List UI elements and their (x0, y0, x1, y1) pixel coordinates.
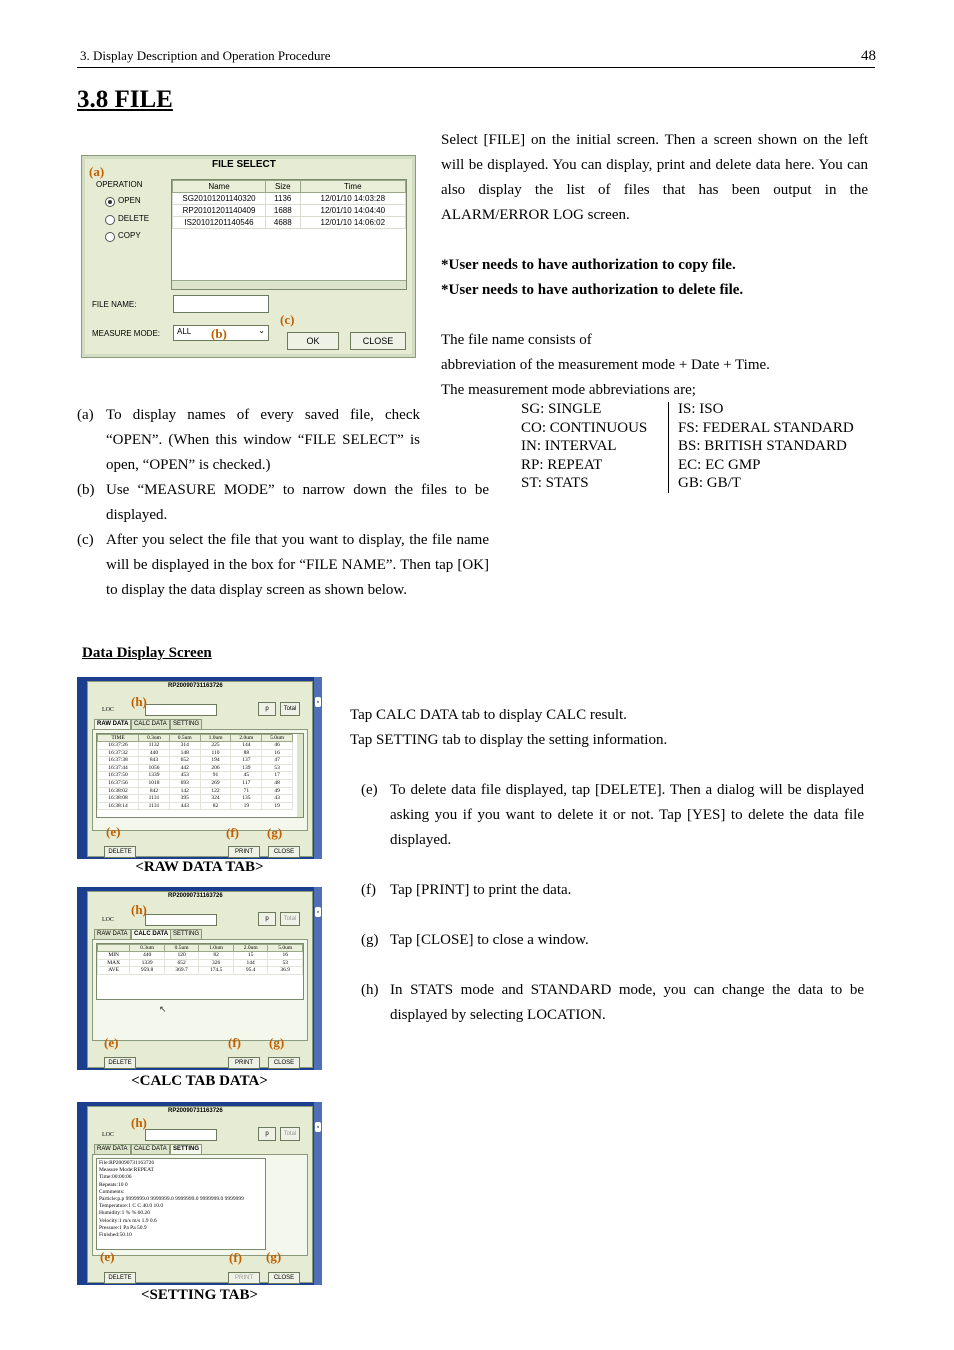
item-f-key: (f) (361, 882, 376, 898)
label-g: (g) (267, 825, 283, 840)
close-button[interactable]: CLOSE (268, 1057, 300, 1069)
horizontal-scrollbar[interactable] (172, 280, 406, 289)
total-button[interactable]: Total (280, 912, 300, 926)
close-button[interactable]: CLOSE (350, 332, 406, 350)
p-button[interactable]: p (258, 1127, 276, 1141)
col-time: Time (300, 181, 405, 193)
side-panel (314, 1102, 322, 1285)
delete-label: DELETE (118, 214, 150, 223)
running-header: 3. Display Description and Operation Procedure (80, 48, 331, 63)
print-button[interactable]: PRINT (228, 1272, 260, 1284)
operation-label: OPERATION (96, 180, 143, 189)
tab-calc-data[interactable]: CALC DATA (131, 929, 171, 940)
setting-line: Humidity:1 % % 60.20 (99, 1210, 151, 1217)
setting-line: Temperature:1 C C 40.0 10.0 (99, 1203, 164, 1210)
table-row[interactable]: 16:37:44 1056 442 206 139 53 (98, 764, 293, 772)
loc-label: LOC (102, 707, 114, 713)
table-row[interactable]: 16:37:32 440 148 110 88 16 (98, 749, 293, 757)
tab-raw-data[interactable]: RAW DATA (94, 719, 131, 730)
setting-line: File:RP20090731163726 (99, 1160, 155, 1166)
loc-select[interactable] (145, 704, 217, 716)
side-panel (314, 677, 322, 859)
header-rule (77, 67, 875, 68)
step-a-text: To display names of every saved file, check “OPEN”. (When this window “FILE SELECT” is open, “OPEN” is checked.) (106, 407, 420, 473)
calc-table[interactable]: 0.3um 0.5um 1.0um 2.0um 5.0um MIN 440 120 82 15 16 MAX 1339 652 326 144 53 AVE 959.8 369.7 174.5 95.4 36.9 (96, 943, 304, 1000)
table-row[interactable]: 16:37:38 843 652 194 137 47 (98, 757, 293, 765)
setting-line: Pressure:1 Pa Pa 50.9 (99, 1224, 147, 1231)
raw-table[interactable]: TIME 0.3um 0.5um 1.0um 2.0um 5.0um 16:37:26 1132 314 225 144 46 16:37:32 440 148 110 88 16 16:37:38 843 652 194 137 47 16:37:44 1056 442 206 139 53 16:37:50 1339 453 91 45 17 16:37:56 1018 693 269 117 48 16:38:02 842 142 122 71 49 16:38:08 1131 395 324 135 43 16:38:14 1131 443 82 19 19 (96, 733, 304, 818)
tab-raw-data[interactable]: RAW DATA (94, 929, 131, 940)
loc-label: LOC (102, 917, 114, 923)
label-h: (h) (131, 902, 147, 917)
filename-label: FILE NAME: (92, 300, 137, 309)
label-f: (f) (226, 825, 239, 840)
table-row[interactable]: 16:37:56 1018 693 269 117 48 (98, 779, 293, 787)
delete-button[interactable]: DELETE (104, 846, 136, 858)
calc-panel (92, 939, 308, 1041)
table-row[interactable]: 16:38:02 842 142 122 71 49 (98, 787, 293, 795)
table-row[interactable]: IS20101201140546 4688 12/01/10 14:06:02 (173, 217, 406, 229)
table-row[interactable]: 16:38:08 1131 395 324 135 43 (98, 795, 293, 803)
table-row[interactable]: 16:37:26 1132 314 225 144 46 (98, 742, 293, 750)
label-e: (e) (100, 1249, 115, 1264)
chevron-right-icon[interactable]: » (316, 699, 320, 705)
setting-text-box[interactable] (96, 1158, 266, 1250)
label-e: (e) (104, 1035, 119, 1050)
step-b-text: Use “MEASURE MODE” to narrow down the files to be displayed. (106, 482, 489, 523)
print-button[interactable]: PRINT (228, 1057, 260, 1069)
col-size: Size (266, 181, 301, 193)
tab-calc-data[interactable]: CALC DATA (131, 719, 170, 730)
setting-line: Time:00:00:06 (99, 1174, 132, 1181)
setting-tab-note: Tap SETTING tab to display the setting information. (350, 732, 668, 748)
tab-setting[interactable]: SETTING (170, 1144, 202, 1155)
intro-paragraph: Select [FILE] on the initial screen. Then a screen shown on the left will be displayed. You can display, print and delete data here. You can also display the list of files that has been output in the ALARM/ERROR LOG screen. (441, 132, 868, 223)
copy-radio[interactable] (105, 232, 115, 242)
file-list-table[interactable] (171, 179, 407, 290)
item-h-key: (h) (361, 982, 379, 998)
table-row[interactable]: MAX 1339 652 326 144 53 (98, 959, 303, 967)
side-panel (314, 887, 322, 1070)
setting-line: Finished:50.10 (99, 1232, 132, 1239)
table-row[interactable]: 16:37:50 1339 453 91 45 17 (98, 772, 293, 780)
label-e: (e) (106, 824, 121, 839)
abbrev-divider (668, 402, 669, 493)
screen-title: RP20090731163726 (168, 893, 223, 899)
cursor-icon: ↖ (159, 1004, 167, 1014)
delete-button[interactable]: DELETE (104, 1057, 136, 1069)
label-g: (g) (266, 1249, 282, 1264)
chevron-down-icon: ⌄ (258, 326, 265, 335)
table-row[interactable]: SG20101201140320 1136 12/01/10 14:03:28 (173, 193, 406, 205)
raw-panel (92, 729, 308, 831)
filename-input[interactable] (173, 295, 269, 313)
tab-setting[interactable]: SETTING (170, 719, 202, 730)
p-button[interactable]: p (258, 912, 276, 926)
setting-line: Velocity:1 m/s m/s 1.9 0.6 (99, 1217, 157, 1224)
data-display-heading: Data Display Screen (82, 645, 212, 661)
open-label: OPEN (118, 196, 141, 205)
screen-title: RP20090731163726 (168, 1108, 223, 1114)
setting-line: Repeats:10 0 (99, 1181, 128, 1188)
setting-line: Comments: (99, 1188, 125, 1195)
setting-line: Measure Mode:REPEAT (99, 1167, 154, 1174)
abbrev-left-column: SG: SINGLE CO: CONTINUOUS IN: INTERVAL RP: REPEAT ST: STATS (521, 401, 648, 492)
item-e-key: (e) (361, 782, 378, 798)
page-number: 48 (861, 48, 876, 64)
chevron-right-icon[interactable]: » (316, 1124, 320, 1130)
note-delete: *User needs to have authorization to delete file. (441, 282, 744, 298)
total-button[interactable]: Total (280, 1127, 300, 1141)
step-b-key: (b) (77, 482, 95, 498)
print-button[interactable]: PRINT (228, 846, 260, 858)
measure-mode-label: MEASURE MODE: (92, 329, 161, 338)
filename-desc-2: abbreviation of the measurement mode + Date + Time. (441, 357, 770, 373)
label-h: (h) (131, 694, 147, 709)
label-h: (h) (131, 1115, 147, 1130)
calc-tab-note: Tap CALC DATA tab to display CALC result. (350, 707, 627, 723)
setting-line: Particle:p.p 9999999.0 9999999.0 9999999.0 9999999.0 9999999 (99, 1196, 244, 1203)
item-g-key: (g) (361, 932, 379, 948)
tab-setting[interactable]: SETTING (170, 929, 202, 940)
step-c-key: (c) (77, 532, 94, 548)
table-row[interactable]: MIN 440 120 82 15 16 (98, 952, 303, 960)
p-button[interactable]: p (258, 702, 276, 716)
tab-raw-data[interactable]: RAW DATA (94, 1144, 131, 1155)
loc-label: LOC (102, 1132, 114, 1138)
label-f: (f) (228, 1035, 241, 1050)
table-row[interactable]: AVE 959.8 369.7 174.5 95.4 36.9 (98, 967, 303, 975)
filename-desc-1: The file name consists of (441, 332, 592, 348)
copy-label: COPY (118, 231, 141, 240)
label-f: (f) (229, 1250, 242, 1265)
abbrev-intro: The measurement mode abbreviations are; (441, 382, 696, 398)
setting-panel (92, 1154, 308, 1256)
label-b: (b) (211, 326, 227, 341)
caption-raw: <RAW DATA TAB> (135, 859, 264, 875)
ok-button[interactable]: OK (287, 332, 339, 350)
table-row[interactable]: RP20101201140409 1688 12/01/10 14:04:40 (173, 205, 406, 217)
file-select-title: FILE SELECT (212, 159, 276, 170)
screen-title: RP20090731163726 (168, 683, 223, 689)
open-radio[interactable] (105, 197, 115, 207)
delete-button[interactable]: DELETE (104, 1272, 136, 1284)
close-button[interactable]: CLOSE (268, 846, 300, 858)
caption-calc: <CALC TAB DATA> (131, 1073, 268, 1089)
abbrev-right-column: IS: ISO FS: FEDERAL STANDARD BS: BRITISH STANDARD EC: EC GMP GB: GB/T (678, 401, 854, 492)
tab-calc-data[interactable]: CALC DATA (131, 1144, 170, 1155)
file-select-window (81, 155, 416, 358)
label-a: (a) (89, 164, 105, 179)
section-title: 3.8 FILE (77, 86, 173, 113)
loc-select[interactable] (145, 914, 217, 926)
chevron-right-icon[interactable]: » (316, 909, 320, 915)
label-c: (c) (280, 312, 295, 327)
step-c-text: After you select the file that you want to display, the file name will be displayed in the box for “FILE NAME”. Then tap [OK] to display the data display screen as shown below. (106, 532, 489, 598)
loc-select[interactable] (145, 1129, 217, 1141)
measure-mode-value: ALL (177, 327, 192, 336)
item-f-text: Tap [PRINT] to print the data. (390, 882, 572, 898)
label-g: (g) (269, 1035, 285, 1050)
item-h-text: In STATS mode and STANDARD mode, you can change the data to be displayed by selecting LOCATION. (390, 982, 864, 1023)
col-name: Name (173, 181, 266, 193)
step-a-key: (a) (77, 407, 94, 423)
vertical-scrollbar[interactable] (297, 734, 303, 817)
total-button[interactable]: Total (280, 702, 300, 716)
item-e-text: To delete data file displayed, tap [DELETE]. Then a dialog will be displayed asking you if you want to delete it or not. Tap [YES] to delete the data file displayed. (390, 782, 864, 848)
note-copy: *User needs to have authorization to copy file. (441, 257, 736, 273)
close-button[interactable]: CLOSE (268, 1272, 300, 1284)
caption-setting: <SETTING TAB> (141, 1287, 258, 1303)
item-g-text: Tap [CLOSE] to close a window. (390, 932, 589, 948)
table-row[interactable]: 16:38:14 1131 443 82 19 19 (98, 802, 293, 810)
delete-radio[interactable] (105, 215, 115, 225)
